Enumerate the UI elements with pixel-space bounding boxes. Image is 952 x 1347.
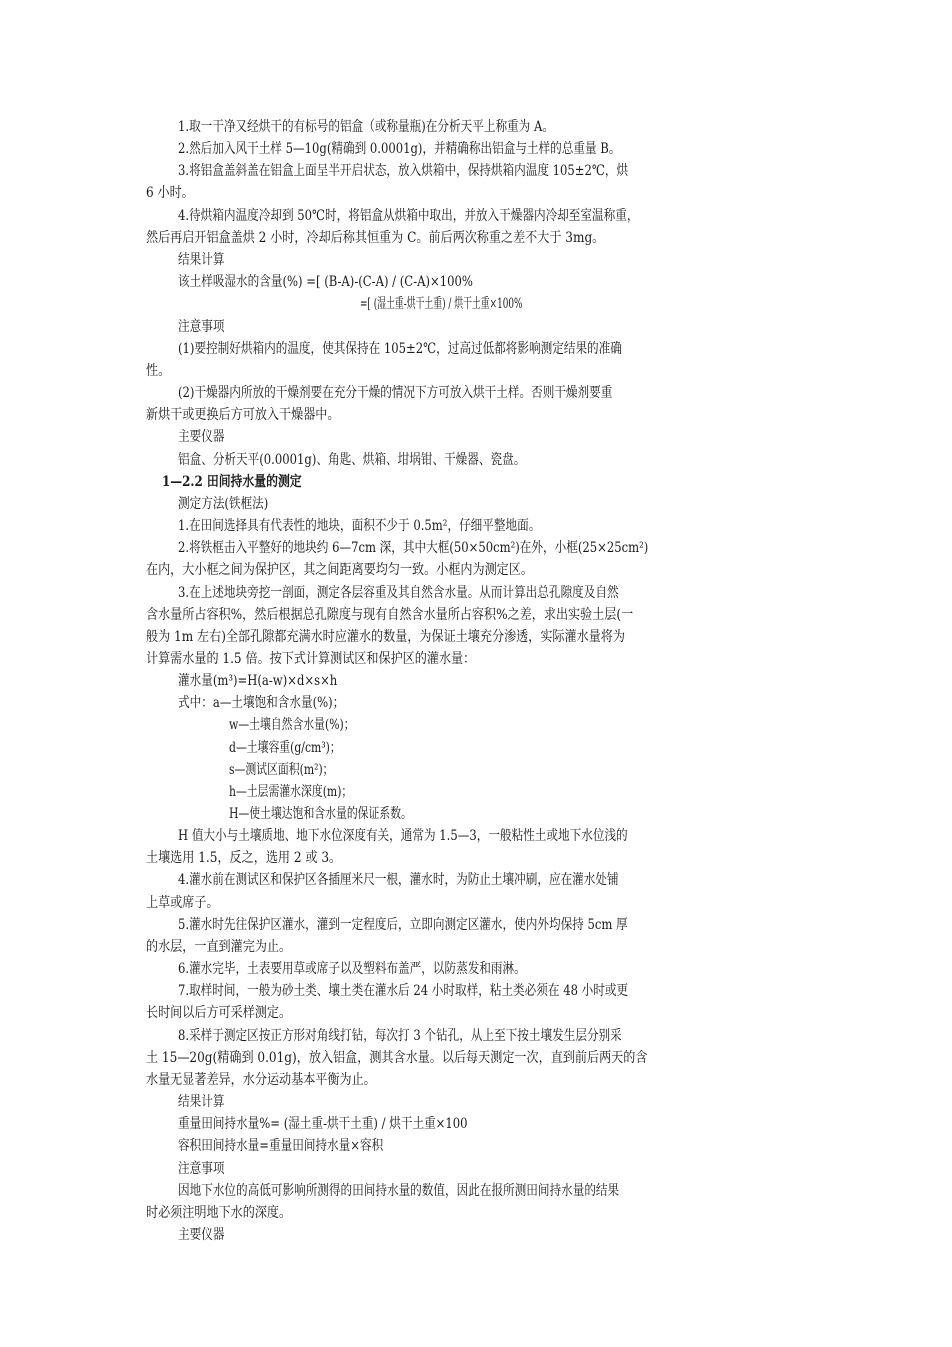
text-line: 上草或席子。 <box>146 895 219 911</box>
text-line: 因地下水位的高低可影响所测得的田间持水量的数值，因此在报所测田间持水量的结果 <box>178 1183 620 1199</box>
text-line: 重量田间持水量%= (湿土重-烘干土重) / 烘干土重×100 <box>178 1116 468 1132</box>
text-line: 水量无显著差异，水分运动基本平衡为止。 <box>146 1072 376 1088</box>
text-line: 4.灌水前在测试区和保护区各插厘米尺一根，灌水时，为防止土壤冲刷，应在灌水处铺 <box>178 872 619 888</box>
text-line: 土壤选用 1.5，反之，选用 2 或 3。 <box>146 850 342 866</box>
text-line: 结果计算 <box>178 252 225 268</box>
text-line: 6 小时。 <box>146 185 194 201</box>
text-line: 土 15—20g(精确到 0.01g)，放入铝盒，测其含水量。以后每天测定一次，直到前后两天的含 <box>146 1050 648 1066</box>
text-line: 1.在田间选择具有代表性的地块，面积不少于 0.5m²，仔细平整地面。 <box>178 518 541 534</box>
text-line: 性。 <box>146 363 171 379</box>
text-line: 含水量所占容积%，然后根据总孔隙度与现有自然含水量所占容积%之差，求出实验土层(一 <box>146 607 634 623</box>
text-line: w—土壤自然含水量(%)； <box>229 717 355 733</box>
text-line: 般为 1m 左右)全部孔隙都充满水时应灌水的数量，为保证土壤充分渗透，实际灌水量将为 <box>146 629 625 645</box>
text-line: 注意事项 <box>178 1161 225 1177</box>
text-line: 时必须注明地下水的深度。 <box>146 1205 292 1221</box>
text-line: 新烘干或更换后方可放入干燥器中。 <box>146 407 340 423</box>
text-line: 长时间以后方可采样测定。 <box>146 1005 292 1021</box>
text-line: =[ (湿土重-烘干土重) / 烘干土重×100% <box>360 296 523 312</box>
text-line: 3.在上述地块旁挖一剖面，测定各层容重及其自然含水量。从而计算出总孔隙度及自然 <box>178 585 619 601</box>
text-line: 主要仪器 <box>178 429 225 445</box>
text-line: 结果计算 <box>178 1094 225 1110</box>
text-line: 5.灌水时先往保护区灌水，灌到一定程度后，立即向测定区灌水，使内外均保持 5cm 厚 <box>178 917 628 933</box>
text-line: h—土层需灌水深度(m)； <box>229 784 353 800</box>
text-line: 计算需水量的 1.5 倍。按下式计算测试区和保护区的灌水量： <box>146 651 476 667</box>
text-line: 主要仪器 <box>178 1227 225 1243</box>
text-line: 2.将铁框击入平整好的地块约 6—7cm 深，其中大框(50×50cm²)在外，小框(25×25cm²) <box>178 540 649 556</box>
text-line: s—测试区面积(m²)； <box>229 762 334 778</box>
text-line: 式中：a—土壤饱和含水量(%)； <box>178 695 345 711</box>
text-line: 4.待烘箱内温度冷却到 50℃时，将铝盒从烘箱中取出，并放入干燥器内冷却至室温称重， <box>178 208 639 224</box>
text-line: 7.取样时间，一般为砂土类、壤土类在灌水后 24 小时取样，粘土类必须在 48 小时或更 <box>178 983 629 999</box>
text-line: 6.灌水完毕，土表要用草或席子以及塑料布盖严，以防蒸发和雨淋。 <box>178 961 526 977</box>
text-line: d—土壤容重(g/cm³)； <box>229 740 341 756</box>
text-line: 3.将铝盒盖斜盖在铝盒上面呈半开启状态，放入烘箱中，保持烘箱内温度 105±2℃，烘 <box>178 163 629 179</box>
text-line: 在内，大小框之间为保护区，其之间距离要均匀一致。小框内为测定区。 <box>146 562 533 578</box>
text-line: 该土样吸湿水的含量(%) =[ (B-A)-(C-A) / (C-A)×100% <box>178 274 473 290</box>
text-line: 2.然后加入风干土样 5—10g(精确到 0.0001g)，并精确称出铝盒与土样的总重量 B。 <box>178 141 621 157</box>
text-line: 容积田间持水量=重量田间持水量×容积 <box>178 1138 384 1154</box>
text-line: H 值大小与土壤质地、地下水位深度有关，通常为 1.5—3，一般粘性土或地下水位浅的 <box>178 828 628 844</box>
text-line: 测定方法(铁框法) <box>178 496 269 512</box>
text-line: H—使土壤达饱和含水量的保证系数。 <box>229 806 412 822</box>
text-line: 铝盒、分析天平(0.0001g)、角匙、烘箱、坩埚钳、干燥器、瓷盘。 <box>178 452 526 468</box>
section-heading: 1—2.2 田间持水量的测定 <box>162 473 302 490</box>
text-line: 然后再启开铝盒盖烘 2 小时，冷却后称其恒重为 C。前后两次称重之差不大于 3mg。 <box>146 230 605 246</box>
text-line: 注意事项 <box>178 319 225 335</box>
text-line: (2)干燥器内所放的干燥剂要在充分干燥的情况下方可放入烘干土样。否则干燥剂要重 <box>178 385 613 401</box>
text-line: 灌水量(m³)=H(a-w)×d×s×h <box>178 673 338 689</box>
text-line: 的水层，一直到灌完为止。 <box>146 939 292 955</box>
text-line: 1.取一干净又经烘干的有标号的铝盒（或称量瓶)在分析天平上称重为 A。 <box>178 119 554 135</box>
text-line: (1)要控制好烘箱内的温度，使其保持在 105±2℃，过高过低都将影响测定结果的准确 <box>178 341 622 357</box>
text-line: 8.采样于测定区按正方形对角线打钻，每次打 3 个钻孔，从上至下按土壤发生层分别采 <box>178 1028 622 1044</box>
